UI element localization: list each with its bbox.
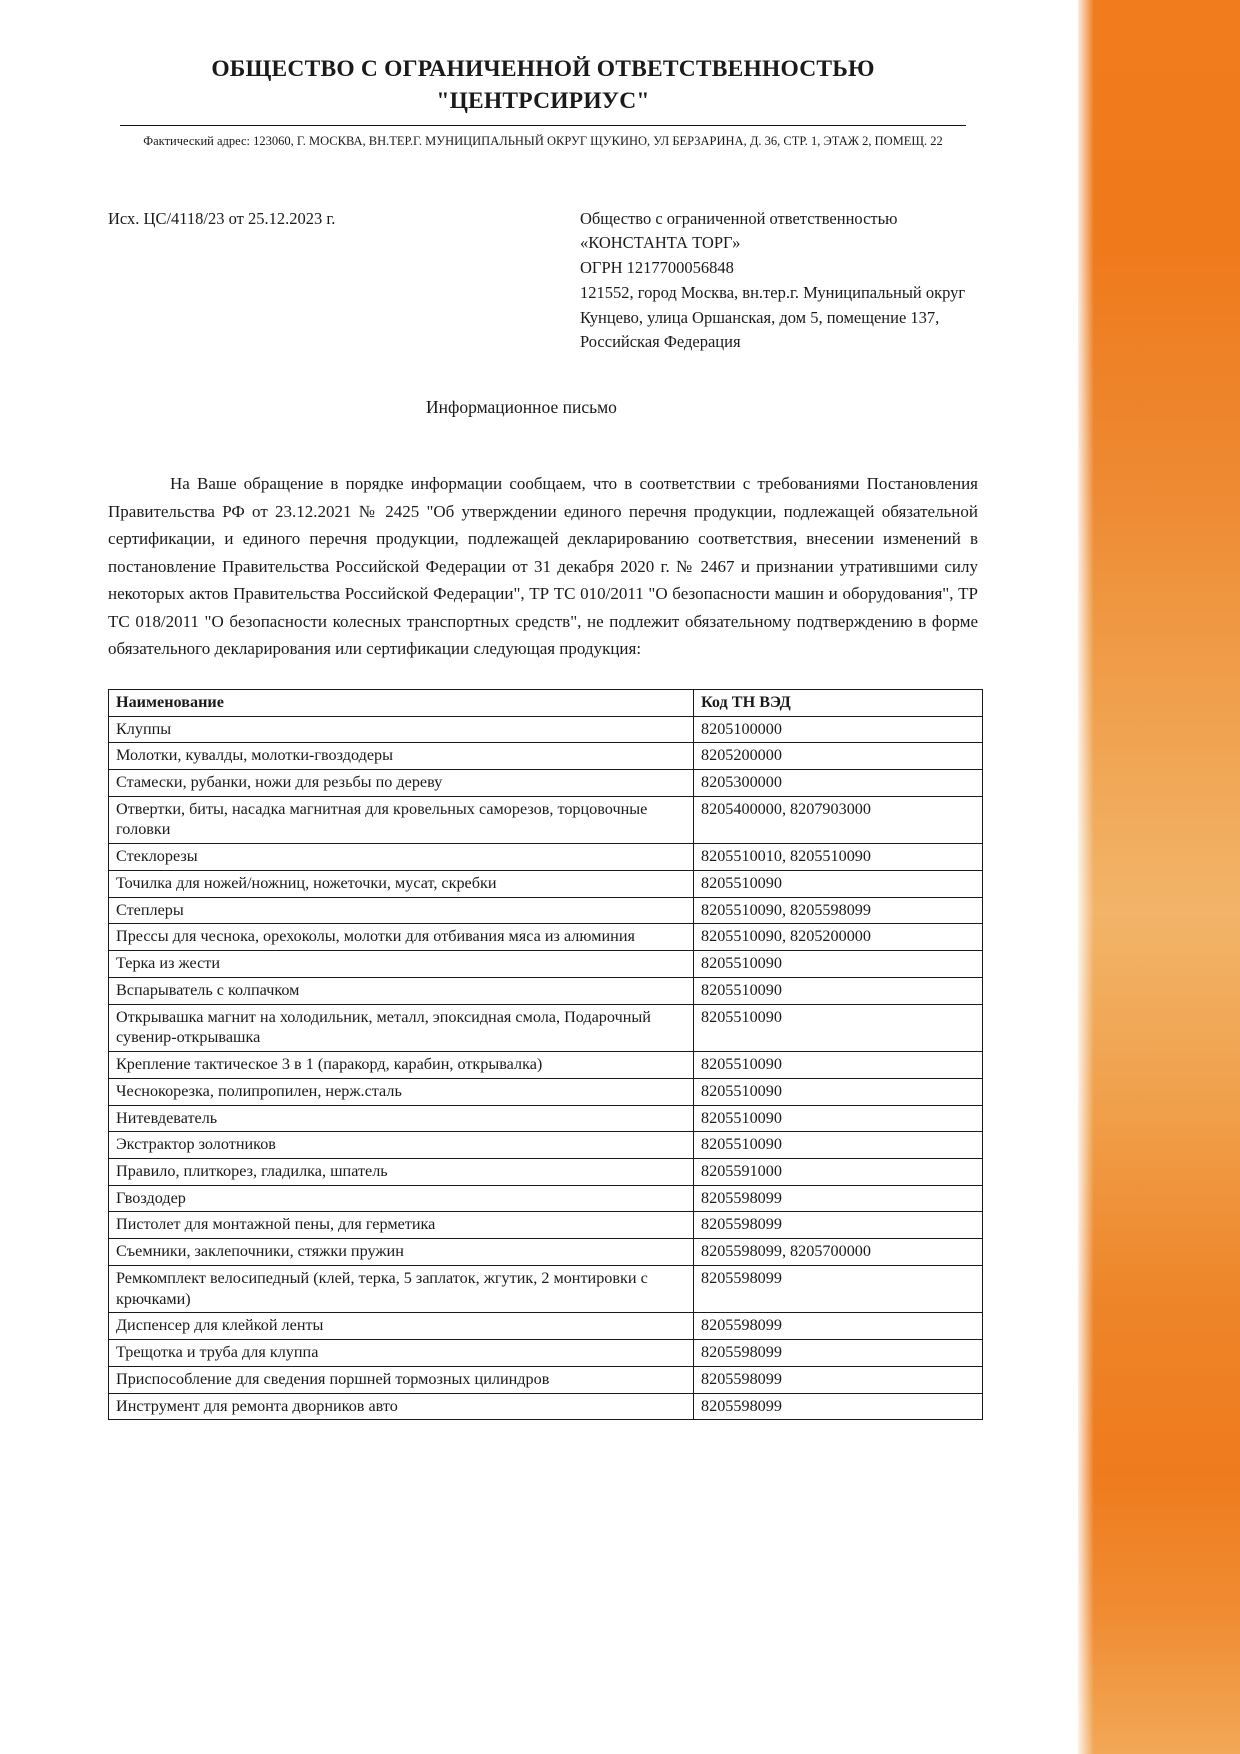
cell-product-name: Крепление тактическое 3 в 1 (паракорд, карабин, открывалка)	[109, 1052, 694, 1079]
cell-product-name: Вспарыватель с колпачком	[109, 977, 694, 1004]
cell-product-name: Инструмент для ремонта дворников авто	[109, 1393, 694, 1420]
cell-product-name: Пистолет для монтажной пены, для герметика	[109, 1212, 694, 1239]
cell-tnved-code: 8205510090	[694, 1105, 983, 1132]
cell-tnved-code: 8205300000	[694, 769, 983, 796]
table-row	[109, 716, 983, 743]
table-row	[109, 769, 983, 796]
table-row	[109, 743, 983, 770]
cell-tnved-code: 8205598099, 8205700000	[694, 1239, 983, 1266]
table-row	[109, 844, 983, 871]
table-row	[109, 1132, 983, 1159]
column-header-name: Наименование	[109, 689, 694, 716]
products-table	[108, 689, 983, 1421]
recipient-line-1: Общество с ограниченной ответственностью	[580, 208, 898, 228]
products-table-body	[109, 716, 983, 1420]
cell-tnved-code: 8205510090	[694, 951, 983, 978]
cell-product-name: Прессы для чеснока, орехоколы, молотки для отбивания мяса из алюминия	[109, 924, 694, 951]
cell-product-name: Съемники, заклепочники, стяжки пружин	[109, 1239, 694, 1266]
table-row	[109, 1185, 983, 1212]
table-row	[109, 1265, 983, 1312]
table-row	[109, 951, 983, 978]
cell-product-name: Стеклорезы	[109, 844, 694, 871]
recipient-line-4: 121552, город Москва, вн.тер.г. Муниципальный округ	[580, 282, 966, 302]
table-row	[109, 1004, 983, 1051]
cell-tnved-code: 8205510090	[694, 1004, 983, 1051]
table-row	[109, 1393, 983, 1420]
cell-product-name: Экстрактор золотников	[109, 1132, 694, 1159]
cell-product-name: Трещотка и труба для клуппа	[109, 1340, 694, 1367]
cell-tnved-code: 8205591000	[694, 1159, 983, 1186]
cell-product-name: Молотки, кувалды, молотки-гвоздодеры	[109, 743, 694, 770]
table-row	[109, 1366, 983, 1393]
cell-product-name: Клуппы	[109, 716, 694, 743]
table-row	[109, 1239, 983, 1266]
table-row	[109, 1105, 983, 1132]
cell-tnved-code: 8205598099	[694, 1313, 983, 1340]
table-row	[109, 1078, 983, 1105]
company-name-line1: ОБЩЕСТВО С ОГРАНИЧЕННОЙ ОТВЕТСТВЕННОСТЬЮ	[211, 56, 875, 82]
cell-tnved-code: 8205510090, 8205200000	[694, 924, 983, 951]
cell-product-name: Диспенсер для клейкой ленты	[109, 1313, 694, 1340]
cell-tnved-code: 8205510090	[694, 977, 983, 1004]
cell-product-name: Стамески, рубанки, ножи для резьбы по дереву	[109, 769, 694, 796]
table-row	[109, 1159, 983, 1186]
table-row	[109, 1313, 983, 1340]
cell-tnved-code: 8205510090	[694, 1132, 983, 1159]
table-row	[109, 870, 983, 897]
outgoing-number: Исх. ЦС/4118/23 от 25.12.2023 г.	[108, 208, 336, 228]
cell-tnved-code: 8205510090	[694, 1078, 983, 1105]
cell-tnved-code: 8205598099	[694, 1366, 983, 1393]
cell-tnved-code: 8205598099	[694, 1340, 983, 1367]
cell-product-name: Нитевдеватель	[109, 1105, 694, 1132]
cell-tnved-code: 8205100000	[694, 716, 983, 743]
cell-product-name: Отвертки, биты, насадка магнитная для кровельных саморезов, торцовочные головки	[109, 796, 694, 843]
cell-tnved-code: 8205598099	[694, 1265, 983, 1312]
cell-tnved-code: 8205200000	[694, 743, 983, 770]
cell-tnved-code: 8205598099	[694, 1212, 983, 1239]
cell-product-name: Степлеры	[109, 897, 694, 924]
company-address: Фактический адрес: 123060, Г. МОСКВА, ВН.ТЕР.Г. МУНИЦИПАЛЬНЫЙ ОКРУГ ЩУКИНО, УЛ БЕРЗАРИНА, Д. 36, СТР. 1, ЭТАЖ 2, ПОМЕЩ. 22	[143, 134, 943, 149]
cell-product-name: Приспособление для сведения поршней тормозных цилиндров	[109, 1366, 694, 1393]
cell-tnved-code: 8205510090	[694, 870, 983, 897]
cell-tnved-code: 8205510090, 8205598099	[694, 897, 983, 924]
header-divider	[120, 125, 966, 126]
cell-product-name: Гвоздодер	[109, 1185, 694, 1212]
company-header	[108, 54, 978, 117]
recipient-block	[580, 207, 1000, 356]
recipient-line-3: ОГРН 1217700056848	[580, 258, 734, 278]
body-paragraph: На Ваше обращение в порядке информации сообщаем, что в соответствии с требованиями Постановления Правительства РФ от 23.12.2021 № 2425 "Об утверждении единого перечня продукции, подлежащей обязательной сертификации, и единого перечня продукции, подлежащей декларированию соответствия, внесении изменений в постановление Правительства Российской Федерации от 31 декабря 2020 г. № 2467 и признании утратившими силу некоторых актов Правительства Российской Федерации", ТР ТС 010/2011 "О безопасности машин и оборудования", ТР ТС 018/2011 "О безопасности колесных транспортных средств", не подлежит обязательному подтверждению в форме обязательного декларирования или сертификации следующая продукция:	[108, 474, 978, 659]
cell-tnved-code: 8205400000, 8207903000	[694, 796, 983, 843]
document-content	[108, 0, 978, 1420]
cell-tnved-code: 8205510010, 8205510090	[694, 844, 983, 871]
cell-product-name: Точилка для ножей/ножниц, ножеточки, мусат, скребки	[109, 870, 694, 897]
cell-product-name: Правило, плиткорез, гладилка, шпатель	[109, 1159, 694, 1186]
table-row	[109, 1212, 983, 1239]
cell-tnved-code: 8205598099	[694, 1393, 983, 1420]
recipient-line-6: Российская Федерация	[580, 332, 741, 352]
scan-edge-strip	[1078, 0, 1240, 1754]
table-row	[109, 1052, 983, 1079]
recipient-line-5: Кунцево, улица Оршанская, дом 5, помещение 137,	[580, 307, 940, 327]
cell-product-name: Терка из жести	[109, 951, 694, 978]
table-header-row	[109, 689, 983, 716]
table-row	[109, 1340, 983, 1367]
scan-edge-fade	[1078, 0, 1094, 1754]
cell-product-name: Открывашка магнит на холодильник, металл, эпоксидная смола, Подарочный сувенир-открывашка	[109, 1004, 694, 1051]
company-name-line2: "ЦЕНТРСИРИУС"	[436, 87, 650, 114]
table-row	[109, 924, 983, 951]
recipient-line-2: «КОНСТАНТА ТОРГ»	[580, 233, 741, 253]
document-title: Информационное письмо	[426, 397, 617, 418]
table-row	[109, 897, 983, 924]
table-row	[109, 977, 983, 1004]
column-header-code: Код ТН ВЭД	[694, 689, 983, 716]
cell-product-name: Чеснокорезка, полипропилен, нерж.сталь	[109, 1078, 694, 1105]
cell-tnved-code: 8205598099	[694, 1185, 983, 1212]
cell-product-name: Ремкомплект велосипедный (клей, терка, 5 заплаток, жгутик, 2 монтировки с крючками)	[109, 1265, 694, 1312]
table-row	[109, 796, 983, 843]
cell-tnved-code: 8205510090	[694, 1052, 983, 1079]
